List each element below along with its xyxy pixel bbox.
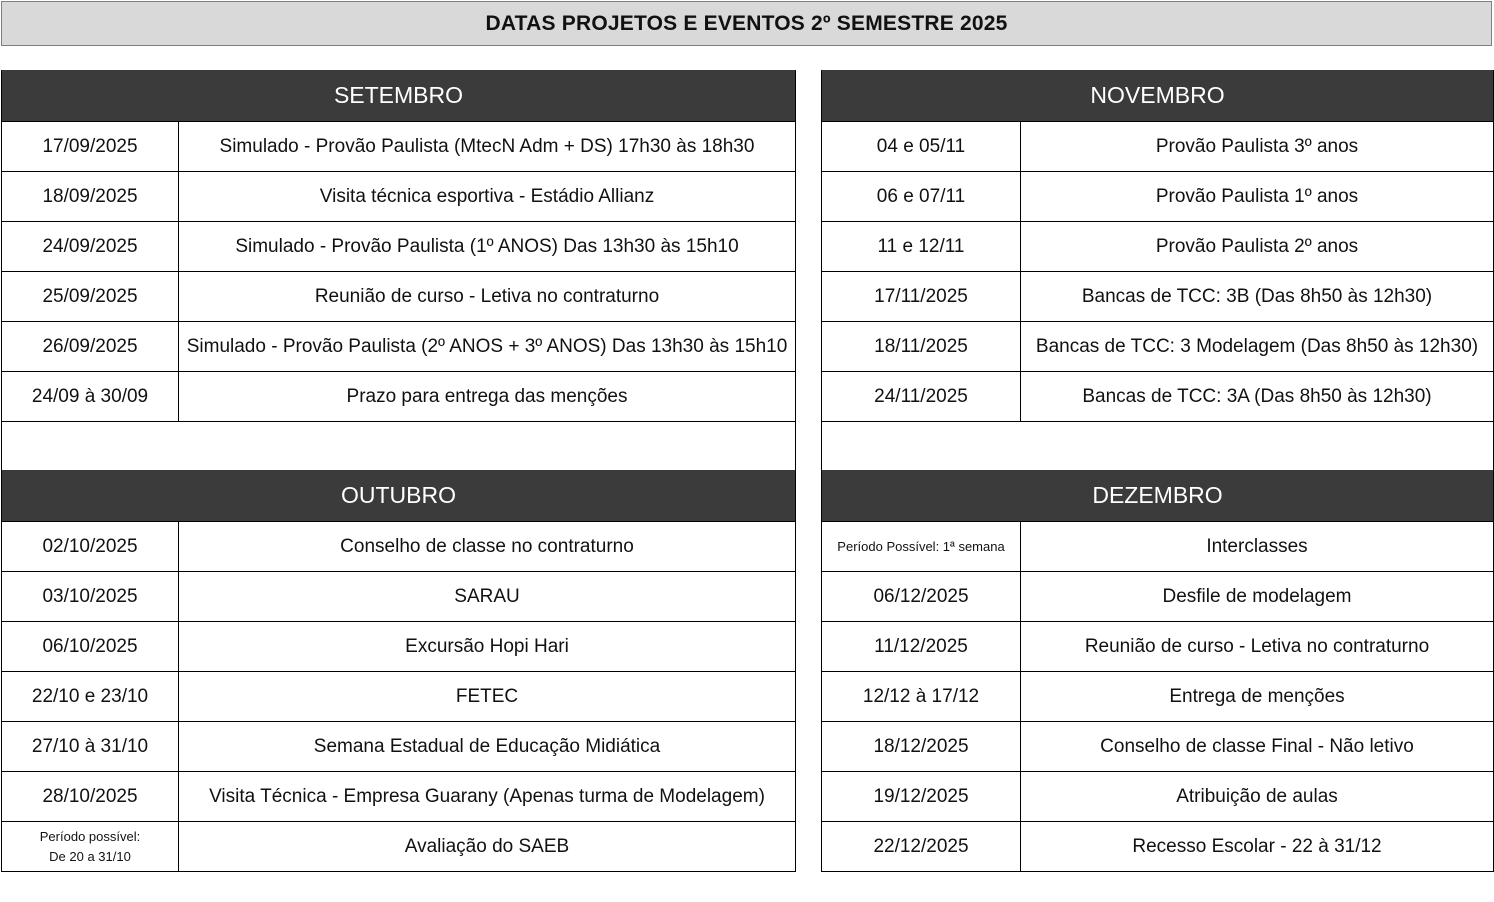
event-description: Simulado - Provão Paulista (1º ANOS) Das 13h30 às 15h10: [235, 235, 739, 257]
event-description: Conselho de classe no contraturno: [340, 535, 634, 557]
event-description: FETEC: [455, 685, 519, 707]
table-row: [822, 622, 1493, 672]
table-row: [822, 722, 1493, 772]
event-date: 11/12/2025: [822, 622, 1021, 671]
event-description: Semana Estadual de Educação Midiática: [313, 735, 661, 757]
event-description: Provão Paulista 2º anos: [1155, 235, 1359, 257]
table-row: [2, 322, 795, 372]
event-description: Conselho de classe Final - Não letivo: [1100, 735, 1414, 757]
event-description: Desfile de modelagem: [1162, 585, 1352, 607]
table-row: [2, 222, 795, 272]
table-row: [2, 272, 795, 322]
event-date-line: Período possível:: [39, 828, 141, 844]
event-description: Provão Paulista 1º anos: [1155, 185, 1359, 207]
event-description: SARAU: [454, 585, 520, 607]
table-row: [2, 722, 795, 772]
table-row: [822, 672, 1493, 722]
event-date-line: De 20 a 31/10: [49, 848, 131, 864]
event-description: Atribuição de aulas: [1176, 785, 1338, 807]
event-date: 25/09/2025: [2, 272, 179, 321]
event-date: 24/09 à 30/09: [2, 372, 179, 421]
event-date: 19/12/2025: [822, 772, 1021, 821]
table-row: [2, 822, 795, 872]
table-row: [2, 522, 795, 572]
event-date: 22/10 e 23/10: [2, 672, 179, 721]
event-description: Reunião de curso - Letiva no contraturno: [314, 285, 660, 307]
novembro-header: NOVEMBRO: [822, 70, 1493, 122]
event-date: Período Possível: 1ª semana: [822, 522, 1021, 571]
event-date: 11 e 12/11: [822, 222, 1021, 271]
table-row: [2, 672, 795, 722]
event-date: 06 e 07/11: [822, 172, 1021, 221]
event-date: [2, 822, 179, 871]
setembro-header: SETEMBRO: [2, 70, 795, 122]
event-description: Recesso Escolar - 22 à 31/12: [1132, 835, 1382, 857]
table-row: [822, 172, 1493, 222]
outubro-header: OUTUBRO: [2, 470, 795, 522]
event-date: 26/09/2025: [2, 322, 179, 371]
event-description: Entrega de menções: [1169, 685, 1345, 707]
event-description: Simulado - Provão Paulista (2º ANOS + 3º ANOS) Das 13h30 às 15h10: [186, 335, 788, 357]
table-row: [822, 122, 1493, 172]
event-date: 04 e 05/11: [822, 122, 1021, 171]
event-date: 03/10/2025: [2, 572, 179, 621]
event-date: 18/12/2025: [822, 722, 1021, 771]
event-description: Provão Paulista 3º anos: [1155, 135, 1359, 157]
table-row: [822, 272, 1493, 322]
event-date: 17/09/2025: [2, 122, 179, 171]
dezembro-table: [821, 470, 1494, 872]
spacer-row: [822, 422, 1493, 471]
event-description: Visita Técnica - Empresa Guarany (Apenas turma de Modelagem): [209, 785, 765, 807]
event-description: Bancas de TCC: 3B (Das 8h50 às 12h30): [1081, 285, 1433, 307]
event-description: Interclasses: [1206, 535, 1308, 557]
table-row: [2, 772, 795, 822]
event-description: Bancas de TCC: 3A (Das 8h50 às 12h30): [1082, 385, 1432, 407]
page-title: DATAS PROJETOS E EVENTOS 2º SEMESTRE 2025: [1, 1, 1492, 46]
event-description: Excursão Hopi Hari: [405, 635, 569, 657]
event-date: 06/12/2025: [822, 572, 1021, 621]
event-date: 17/11/2025: [822, 272, 1021, 321]
setembro-table: [1, 70, 796, 471]
table-row: [822, 372, 1493, 422]
event-date: 02/10/2025: [2, 522, 179, 571]
table-row: [2, 572, 795, 622]
event-description: Visita técnica esportiva - Estádio Allianz: [319, 185, 655, 207]
table-row: [2, 172, 795, 222]
table-row: [822, 522, 1493, 572]
table-row: [2, 372, 795, 422]
event-description: Reunião de curso - Letiva no contraturno: [1084, 635, 1430, 657]
dezembro-header: DEZEMBRO: [822, 470, 1493, 522]
event-date: 12/12 à 17/12: [822, 672, 1021, 721]
event-date: 24/09/2025: [2, 222, 179, 271]
table-row: [822, 322, 1493, 372]
event-date: 27/10 à 31/10: [2, 722, 179, 771]
event-date: 24/11/2025: [822, 372, 1021, 421]
event-description: Prazo para entrega das menções: [346, 385, 628, 407]
event-description: Simulado - Provão Paulista (MtecN Adm + DS) 17h30 às 18h30: [219, 135, 755, 157]
event-date: 22/12/2025: [822, 822, 1021, 871]
event-description: Bancas de TCC: 3 Modelagem (Das 8h50 às 12h30): [1035, 335, 1479, 357]
event-date: 06/10/2025: [2, 622, 179, 671]
event-date: 28/10/2025: [2, 772, 179, 821]
table-row: [822, 772, 1493, 822]
table-row: [822, 572, 1493, 622]
outubro-table: [1, 470, 796, 872]
event-date: 18/09/2025: [2, 172, 179, 221]
table-row: [822, 222, 1493, 272]
table-row: [822, 822, 1493, 872]
table-row: [2, 622, 795, 672]
spacer-row: [2, 422, 795, 471]
table-row: [2, 122, 795, 172]
event-description: Avaliação do SAEB: [404, 835, 570, 857]
event-date: 18/11/2025: [822, 322, 1021, 371]
novembro-table: [821, 70, 1494, 471]
